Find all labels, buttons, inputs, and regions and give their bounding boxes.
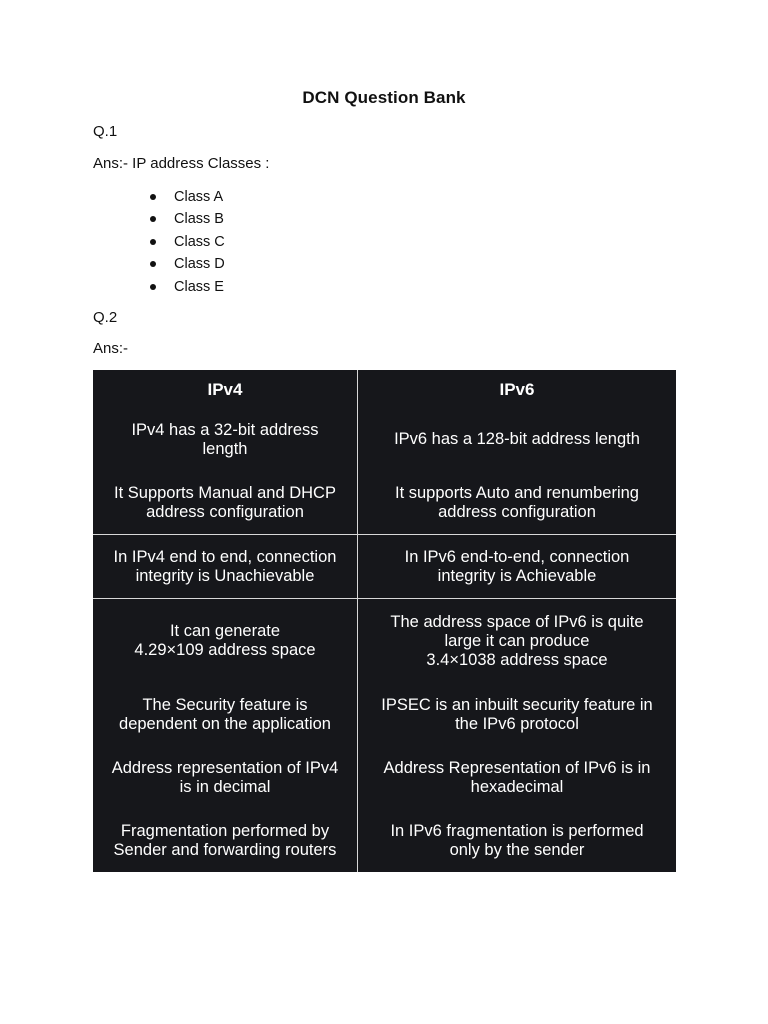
table-cell: Address representation of IPv4 is in decimal	[111, 758, 339, 796]
question-2-answer: Ans:-	[93, 340, 129, 357]
table-cell: The Security feature is dependent on the application	[119, 695, 331, 733]
ipv4-ipv6-comparison-table	[93, 370, 676, 872]
question-1-label: Q.1	[93, 123, 118, 140]
table-cell: In IPv4 end to end, connection integrity is Unachievable	[113, 547, 337, 585]
list-item: Class C	[150, 231, 225, 253]
table-cell: In IPv6 end-to-end, connection integrity is Achievable	[404, 547, 630, 585]
list-item: Class D	[150, 253, 225, 275]
question-2-label: Q.2	[93, 309, 118, 326]
table-header-ipv4: IPv4	[207, 379, 243, 399]
table-cell: Fragmentation performed by Sender and forwarding routers	[113, 821, 337, 859]
list-item: Class B	[150, 208, 225, 230]
table-cell: It Supports Manual and DHCP address configuration	[114, 483, 336, 521]
table-cell: IPSEC is an inbuilt security feature in the IPv6 protocol	[381, 695, 653, 733]
list-item: Class A	[150, 186, 225, 208]
table-header-ipv6: IPv6	[499, 379, 535, 399]
table-cell: The address space of IPv6 is quite large it can produce 3.4×1038 address space	[390, 612, 644, 669]
table-cell: IPv6 has a 128-bit address length	[394, 430, 640, 448]
table-cell: It can generate 4.29×109 address space	[134, 622, 316, 659]
table-cell: Address Representation of IPv6 is in hexadecimal	[383, 758, 651, 796]
page-title: DCN Question Bank	[302, 88, 466, 107]
table-cell: In IPv6 fragmentation is performed only by the sender	[390, 821, 644, 859]
ip-class-list	[150, 186, 225, 298]
table-cell: IPv4 has a 32-bit address length	[131, 420, 319, 458]
table-cell: It supports Auto and renumbering address configuration	[395, 483, 639, 521]
question-1-answer: Ans:- IP address Classes :	[93, 155, 270, 172]
list-item: Class E	[150, 276, 225, 298]
